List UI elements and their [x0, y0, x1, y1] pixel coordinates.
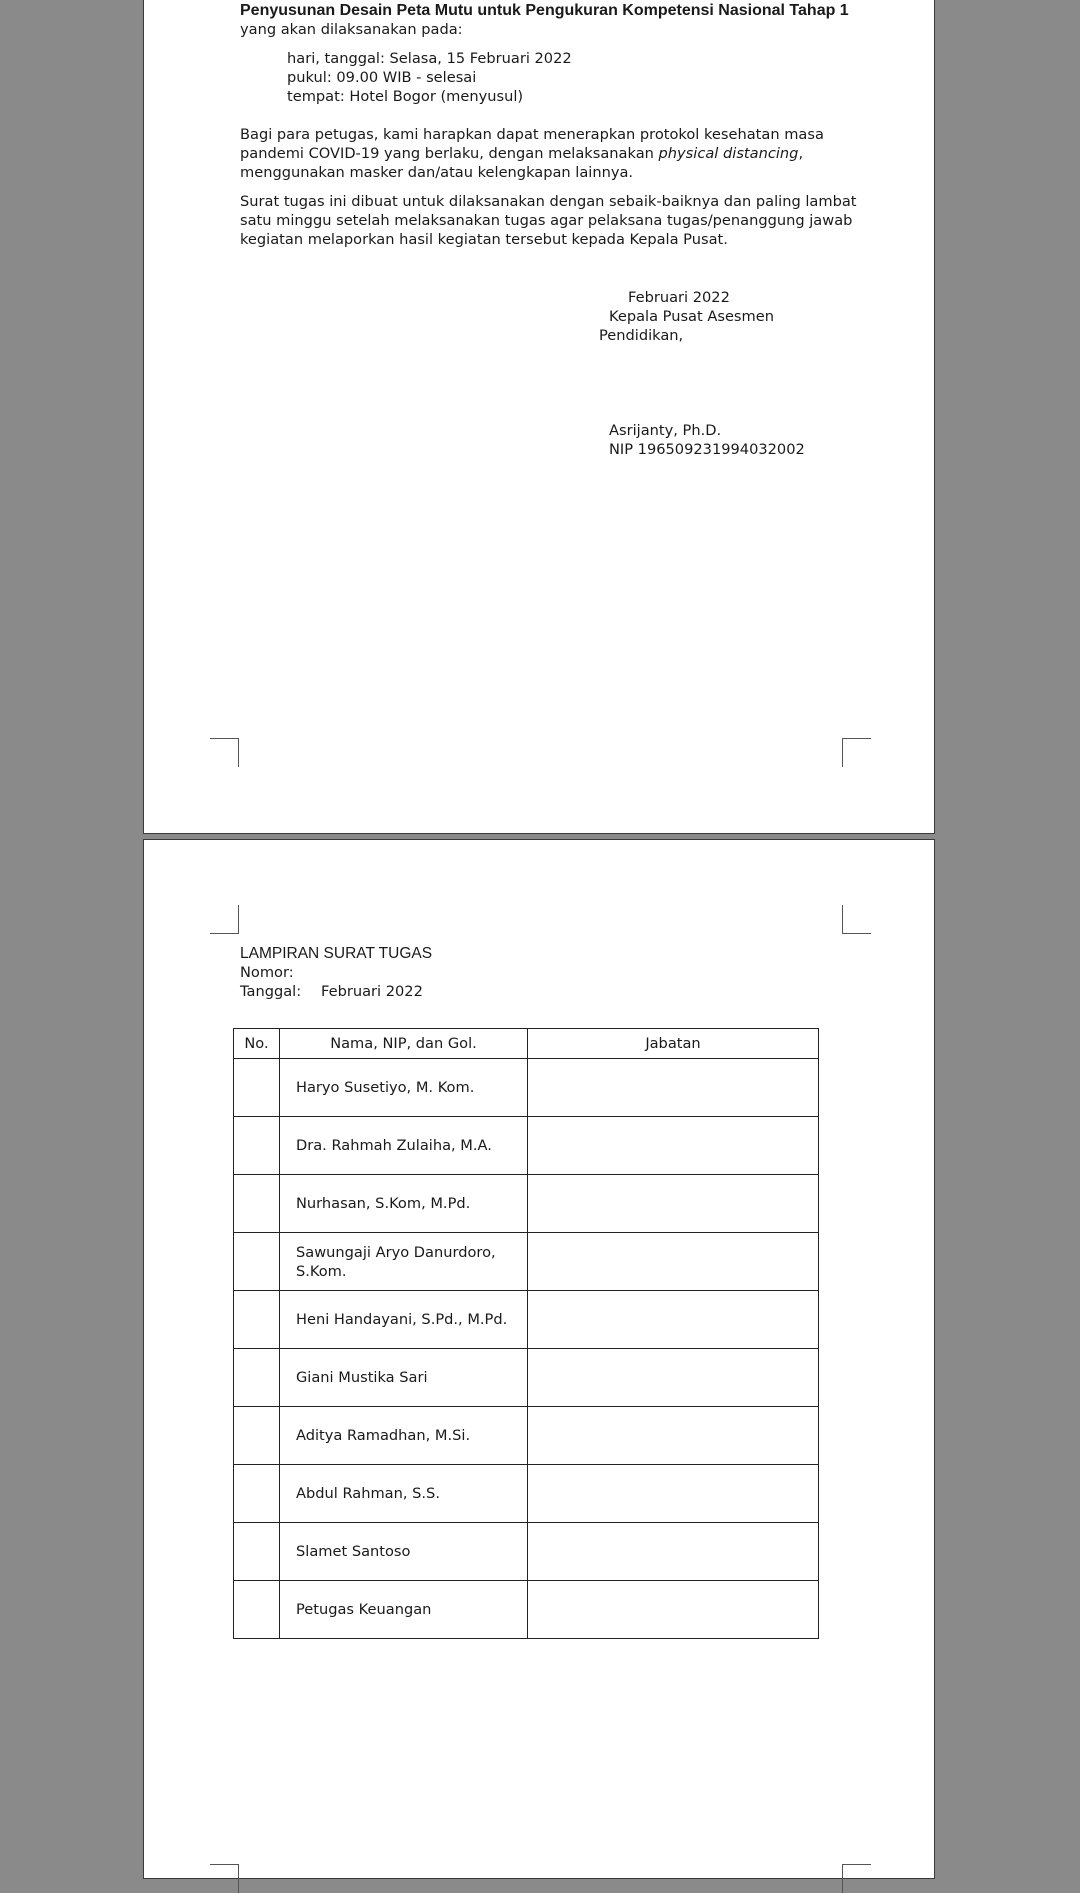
cell-nama — [280, 1581, 528, 1639]
tanggal-value: Februari 2022 — [321, 983, 423, 1000]
cell-jabatan — [528, 1233, 819, 1291]
closing-line-2: satu minggu setelah melaksanakan tugas agar pelaksana tugas/penanggung jawab — [240, 212, 853, 229]
header-jabatan: Jabatan — [528, 1029, 819, 1059]
cell-jabatan — [528, 1117, 819, 1175]
header-nama: Nama, NIP, dan Gol. — [280, 1029, 528, 1059]
cell-no — [234, 1233, 280, 1291]
table-row — [234, 1233, 819, 1291]
schedule-date: hari, tanggal: Selasa, 15 Februari 2022 — [287, 50, 572, 67]
cell-no — [234, 1581, 280, 1639]
cell-no — [234, 1407, 280, 1465]
cell-nama-text: Dra. Rahmah Zulaiha, M.A. — [296, 1137, 492, 1154]
cell-nama-text: Petugas Keuangan — [296, 1601, 432, 1618]
physical-distancing-italic: physical distancing — [658, 145, 799, 162]
signature-date: Februari 2022 — [628, 289, 730, 306]
cell-jabatan — [528, 1175, 819, 1233]
table-row — [234, 1465, 819, 1523]
cell-jabatan — [528, 1407, 819, 1465]
cell-nama-text: Nurhasan, S.Kom, M.Pd. — [296, 1195, 471, 1212]
cell-no — [234, 1059, 280, 1117]
margin-corner-bottom-right — [842, 1864, 871, 1893]
lampiran-heading: LAMPIRAN SURAT TUGAS — [240, 945, 433, 962]
margin-corner-bottom-left — [210, 1864, 239, 1893]
cell-nama-text: Aditya Ramadhan, M.Si. — [296, 1427, 471, 1444]
table-row — [234, 1523, 819, 1581]
cell-nama-text: Slamet Santoso — [296, 1543, 411, 1560]
closing-line-1: Surat tugas ini dibuat untuk dilaksanakan dengan sebaik-baiknya dan paling lambat — [240, 193, 857, 210]
tanggal-label: Tanggal: — [240, 983, 302, 1000]
cell-jabatan — [528, 1291, 819, 1349]
cell-no — [234, 1117, 280, 1175]
table-row — [234, 1407, 819, 1465]
cell-nama — [280, 1407, 528, 1465]
protocol-line-3: menggunakan masker dan/atau kelengkapan lainnya. — [240, 164, 634, 181]
cell-no — [234, 1349, 280, 1407]
cell-nama-text: Sawungaji Aryo Danurdoro, S.Kom. — [296, 1243, 496, 1280]
cell-jabatan — [528, 1349, 819, 1407]
schedule-place: tempat: Hotel Bogor (menyusul) — [287, 88, 524, 105]
activity-title: Penyusunan Desain Peta Mutu untuk Pengukuran Kompetensi Nasional Tahap 1 — [240, 2, 849, 19]
cell-nama — [280, 1117, 528, 1175]
cell-jabatan — [528, 1465, 819, 1523]
protocol-line-2-text: pandemi COVID-19 yang berlaku, dengan melaksanakan — [240, 145, 659, 162]
signatory-name: Asrijanty, Ph.D. — [609, 422, 722, 439]
protocol-line-2 — [240, 144, 850, 163]
table-row — [234, 1349, 819, 1407]
closing-paragraph — [240, 192, 857, 249]
cell-nama — [280, 1523, 528, 1581]
nomor-label: Nomor: — [240, 964, 294, 981]
protocol-line-2-comma: , — [798, 145, 804, 162]
cell-nama — [280, 1349, 528, 1407]
cell-no — [234, 1291, 280, 1349]
table-header-row — [234, 1029, 819, 1059]
table-row — [234, 1117, 819, 1175]
table-row — [234, 1059, 819, 1117]
margin-corner-top-right — [842, 905, 871, 934]
cell-nama-text: Giani Mustika Sari — [296, 1369, 428, 1386]
margin-corner-bottom-left — [210, 738, 239, 767]
cell-nama-text: Heni Handayani, S.Pd., M.Pd. — [296, 1311, 508, 1328]
table-row — [234, 1581, 819, 1639]
cell-jabatan — [528, 1581, 819, 1639]
document-page-2 — [143, 839, 935, 1879]
cell-no — [234, 1175, 280, 1233]
cell-nama-text: Abdul Rahman, S.S. — [296, 1485, 440, 1502]
cell-nama — [280, 1175, 528, 1233]
table-row — [234, 1291, 819, 1349]
protocol-line-1: Bagi para petugas, kami harapkan dapat menerapkan protokol kesehatan masa — [240, 126, 824, 143]
cell-jabatan — [528, 1523, 819, 1581]
cell-nama — [280, 1291, 528, 1349]
cell-nama — [280, 1233, 528, 1291]
closing-line-3: kegiatan melaporkan hasil kegiatan tersebut kepada Kepala Pusat. — [240, 231, 728, 248]
cell-nama — [280, 1465, 528, 1523]
lampiran-table — [233, 1028, 819, 1639]
signature-position-cont: Pendidikan, — [599, 327, 684, 344]
health-protocol-paragraph — [240, 125, 850, 182]
signatory-nip: NIP 196509231994032002 — [609, 441, 805, 458]
document-page-1 — [143, 0, 935, 834]
cell-nama-text: Haryo Susetiyo, M. Kom. — [296, 1079, 475, 1096]
cell-jabatan — [528, 1059, 819, 1117]
cell-no — [234, 1465, 280, 1523]
cell-nama — [280, 1059, 528, 1117]
intro-text: yang akan dilaksanakan pada: — [240, 21, 463, 38]
cell-no — [234, 1523, 280, 1581]
table-row — [234, 1175, 819, 1233]
margin-corner-bottom-right — [842, 738, 871, 767]
margin-corner-top-left — [210, 905, 239, 934]
table-body — [234, 1059, 819, 1639]
signature-position: Kepala Pusat Asesmen — [609, 308, 774, 325]
schedule-time: pukul: 09.00 WIB - selesai — [287, 69, 477, 86]
header-no: No. — [234, 1029, 280, 1059]
